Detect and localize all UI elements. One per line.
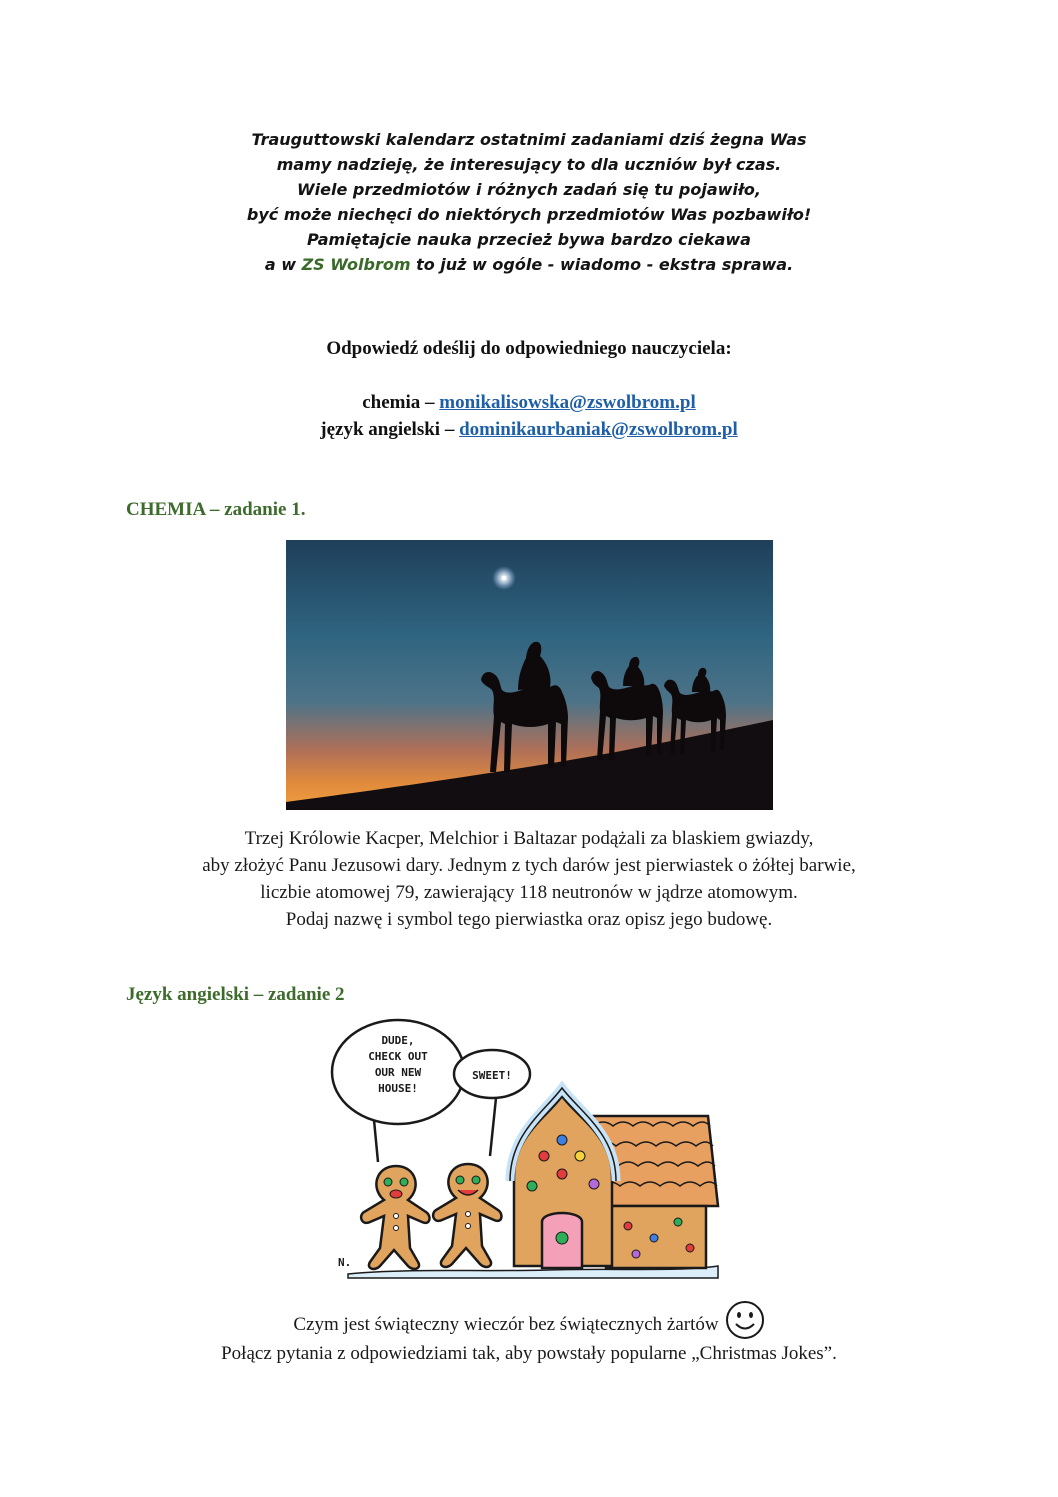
poem-line: Pamiętajcie nauka przecież bywa bardzo ciekawa: [307, 230, 751, 249]
contact-chemistry: [0, 389, 1058, 416]
task2-line-text: Czym jest świąteczny wieczór bez świątecznych żartów: [293, 1314, 719, 1335]
gingerbread-man-left: [361, 1166, 429, 1269]
gingerbread-man-right: [433, 1164, 501, 1267]
poem-line: mamy nadzieję, że interesujący to dla uczniów był czas.: [276, 155, 782, 174]
email-link-english[interactable]: dominikaurbaniak@zswolbrom.pl: [459, 419, 738, 440]
three-kings-photo: [286, 540, 773, 810]
task1-text: [0, 825, 1058, 933]
gingerbread-cartoon: [318, 1016, 738, 1286]
bubble-text: HOUSE!: [378, 1082, 418, 1095]
task2-line: Połącz pytania z odpowiedziami tak, aby powstały popularne „Christmas Jokes”.: [221, 1343, 837, 1364]
poem-line: Trauguttowski kalendarz ostatnimi zadaniami dziś żegna Was: [251, 130, 807, 149]
contact-subject: język angielski –: [320, 419, 460, 440]
gingerbread-house: [510, 1088, 718, 1268]
task2-line: [0, 1300, 1058, 1340]
bubble-text: DUDE,: [381, 1034, 415, 1047]
task1-line: Podaj nazwę i symbol tego pierwiastka oraz opisz jego budowę.: [285, 909, 773, 930]
task2-heading: Język angielski – zadanie 2: [126, 984, 345, 1005]
poem-line: Wiele przedmiotów i różnych zadań się tu pojawiło,: [297, 180, 761, 199]
poem-text: to już w ogóle - wiadomo - ekstra sprawa.: [410, 255, 794, 274]
contact-subject: chemia –: [362, 392, 440, 413]
task1-heading: CHEMIA – zadanie 1.: [126, 499, 306, 520]
bubble-text: OUR NEW: [374, 1066, 422, 1079]
poem-text: a w: [264, 255, 302, 274]
task1-line: liczbie atomowej 79, zawierający 118 neutronów w jądrze atomowym.: [260, 882, 798, 903]
task1-line: Trzej Królowie Kacper, Melchior i Baltazar podążali za blaskiem gwiazdy,: [244, 828, 814, 849]
poem-line: [0, 252, 1058, 277]
bubble-text: CHECK OUT: [368, 1050, 428, 1063]
send-instruction: Odpowiedź odeślij do odpowiedniego nauczyciela:: [326, 338, 732, 359]
contact-list: [0, 389, 1058, 443]
email-link-chemistry[interactable]: monikalisowska@zswolbrom.pl: [439, 392, 696, 413]
closing-poem: [0, 127, 1058, 277]
poem-line: być może niechęci do niektórych przedmiotów Was pozbawiło!: [246, 205, 812, 224]
artist-signature: N.: [338, 1256, 352, 1269]
school-name: ZS Wolbrom: [301, 255, 411, 274]
task1-line: aby złożyć Panu Jezusowi dary. Jednym z tych darów jest pierwiastek o żółtej barwie,: [202, 855, 856, 876]
bubble-text: SWEET!: [472, 1069, 512, 1082]
smiley-icon: [725, 1300, 765, 1340]
task2-text: [0, 1300, 1058, 1367]
contact-english: [0, 416, 1058, 443]
